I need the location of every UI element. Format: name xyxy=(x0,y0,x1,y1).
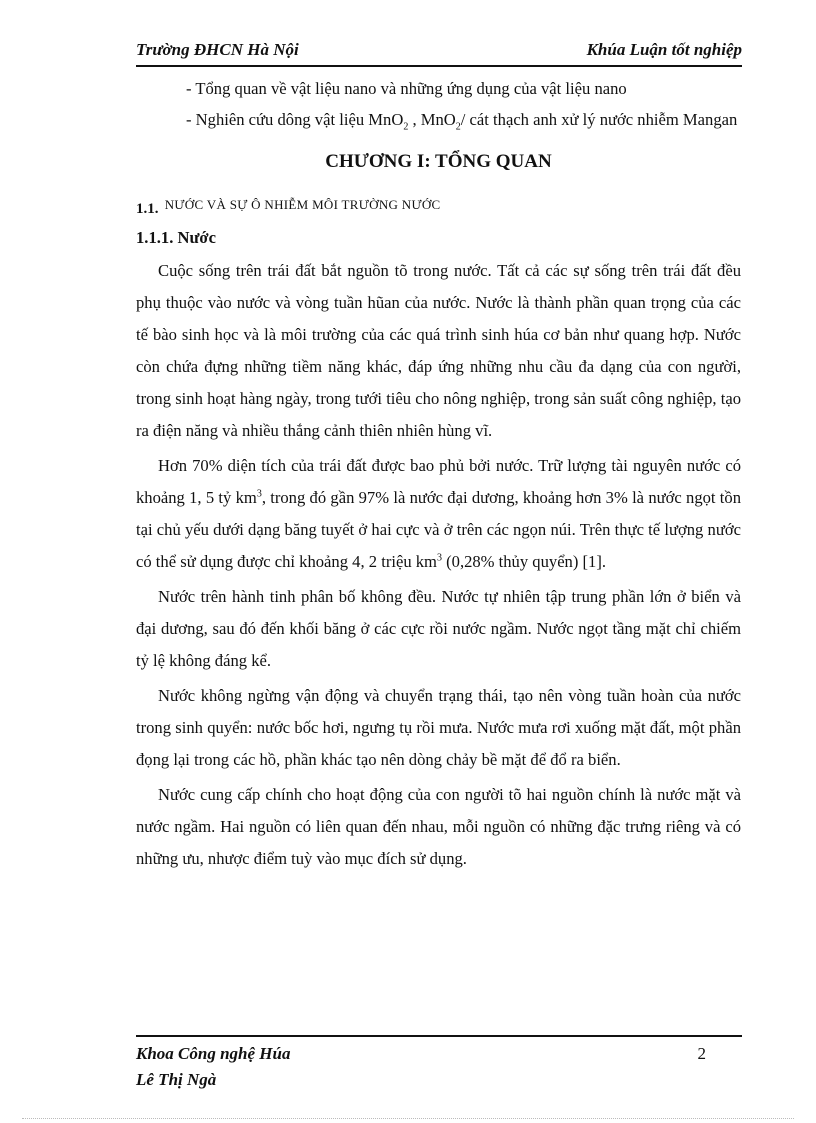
section-title: NƯỚC VÀ SỰ Ô NHIỄM MÔI TRƯỜNG NƯỚC xyxy=(164,197,441,212)
paragraph-life-water: Cuộc sống trên trái đất bắt nguồn tõ trong nước. Tất cả các sự sống trên trái đất đều phụ thuộc vào nước và vòng tuần hũan của nước. Nước là thành phần quan trọng của các tế bào sinh học và là môi trường của các quá trình sinh húa cơ bản như quang hợp. Nước còn chứa đựng những tiềm năng khác, đáp ứng những nhu cầu đa dạng của con người, trong sinh hoạt hàng ngày, trong tưới tiêu cho nông nghiệp, trong sản suất công nghiệp, tạo ra điện năng và nhiều thắng cảnh thiên nhiên hùng vĩ. xyxy=(136,261,741,440)
bullet2-text-a: - Nghiên cứu dông vật liệu MnO xyxy=(186,110,404,129)
footer-department: Khoa Công nghệ Húa xyxy=(136,1044,291,1063)
bullet2-subscript-1: 2 xyxy=(403,121,409,133)
page-number: 2 xyxy=(697,1044,706,1063)
intro-bullet-nano: - Tổng quan về vật liệu nano và những ứng dụng của vật liệu nano xyxy=(186,79,627,98)
page-footer xyxy=(136,1041,742,1093)
paragraph-water-distribution: Nước trên hành tinh phân bố không đều. Nước tự nhiên tập trung phần lớn ở biển và đại dương, sau đó đến khối băng ở các cực rồi nước ngầm. Nước ngọt tầng mặt chỉ chiếm tỷ lệ không đáng kể. xyxy=(136,587,741,670)
page-body xyxy=(136,73,741,875)
paragraph-water-reserves xyxy=(136,450,741,578)
section-heading xyxy=(136,192,741,223)
p2-text-b: , trong đó gần 97% là nước đại dương, khoảng hơn 3% là nước ngọt tồn tại chủ yếu dưới dạng băng tuyết ở hai cực và ở trên các ngọn núi. Trên thực tế lượng nước có thể sử dụng được chỉ khoảng 4, 2 triệu km xyxy=(136,488,742,571)
subsection-heading: 1.1.1. Nước xyxy=(136,228,216,247)
header-rule xyxy=(136,65,742,67)
page-header xyxy=(136,40,742,60)
p2-superscript-2: 3 xyxy=(436,552,442,564)
footer-author: Lê Thị Ngà xyxy=(136,1070,217,1089)
p2-superscript-1: 3 xyxy=(256,488,262,500)
p2-text-c: (0,28% thủy quyển) [1]. xyxy=(441,552,607,571)
footer-rule xyxy=(136,1035,742,1037)
bullet2-subscript-2: 2 xyxy=(455,121,461,133)
section-number: 1.1. xyxy=(136,201,159,217)
p2-text-a: Hơn 70% diện tích của trái đất được bao phủ bởi nước. Trữ lượng tài nguyên nước có khoảng 1, 5 tỷ km xyxy=(136,456,741,507)
bullet2-text-b: , MnO xyxy=(408,110,456,129)
page-edge-divider xyxy=(22,1118,794,1119)
paragraph-water-sources: Nước cung cấp chính cho hoạt động của con người tõ hai nguồn chính là nước mặt và nước ngầm. Hai nguồn có liên quan đến nhau, mỗi nguồn có những đặc trưng riêng và có những ưu, nhược điểm tuỳ vào mục đích sử dụng. xyxy=(136,785,741,868)
paragraph-water-cycle: Nước không ngừng vận động và chuyển trạng thái, tạo nên vòng tuần hoàn của nước trong sinh quyển: nước bốc hơi, ngưng tụ rồi mưa. Nước mưa rơi xuống mặt đất, một phần đọng lại trong các hồ, phần khác tạo nên dòng chảy bề mặt để đổ ra biển. xyxy=(136,686,741,769)
bullet2-text-c: / cát thạch anh xử lý nước nhiễm Mangan xyxy=(460,110,738,129)
header-thesis-label: Khúa Luận tốt nghiệp xyxy=(586,40,742,59)
chapter-title: CHƯƠNG I: TỔNG QUAN xyxy=(325,151,552,172)
intro-bullet-mno2 xyxy=(136,104,741,135)
header-university: Trường ĐHCN Hà Nội xyxy=(136,40,299,59)
